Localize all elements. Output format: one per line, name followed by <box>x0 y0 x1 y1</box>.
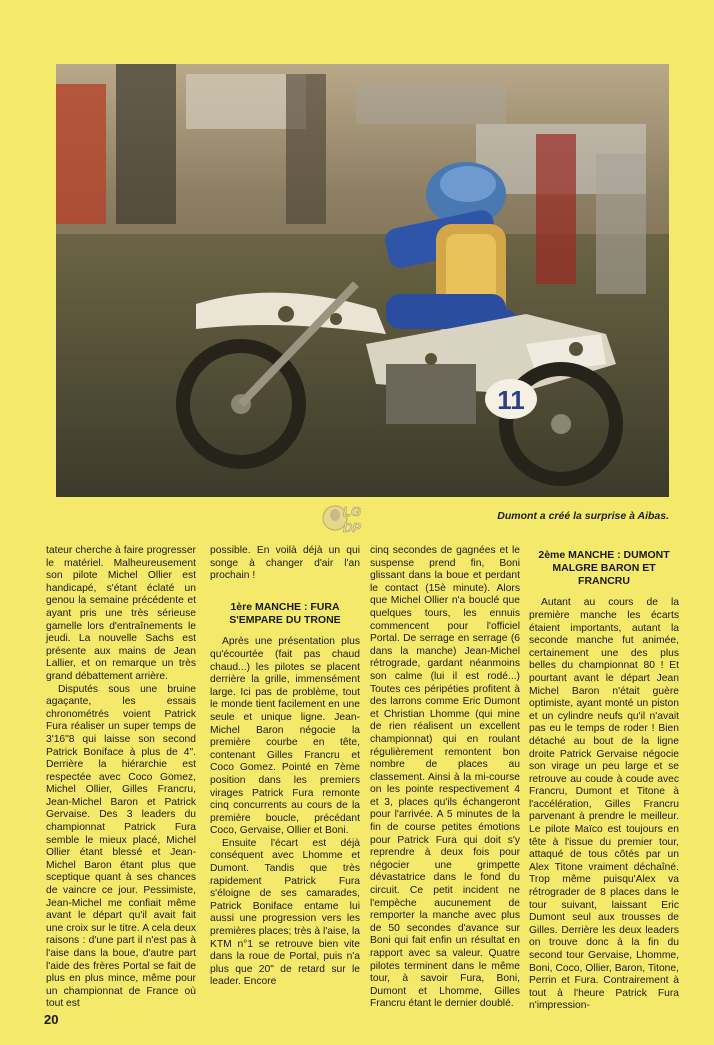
svg-text:LG: LG <box>342 504 362 519</box>
paragraph: tateur cherche à faire progresser le matériel. Malheureusement son pilote Michel Ollier est handicapé, s'étant éclaté un genou la semaine précédente et ayant pris une très sérieuse gamelle lors d'entraînements le jeudi. La nouvelle Sachs est présente aux mains de Jean Lallier, et on remarque un très grand débattement arrière. <box>46 545 196 682</box>
column-2 <box>210 545 360 989</box>
svg-text:11: 11 <box>497 385 525 415</box>
paragraph: cinq secondes de gagnées et le suspense prend fin, Boni glissant dans la boue et perdant le contact (15è minute). Alors que Michel Ollier n'a bouclé que quelques tours, les ennuis commencent pour l'officiel Portal. De serrage en serrage (6 dans la manche) Jean-Michel rétrograde, gardant néanmoins son calme (lui il est rodé...) Toutes ces péripéties profitent à des larrons comme Eric Dumont et Christian Lhomme (qui mine de rien réalisent un excellent championnat) qui en roulant régulièrement remontent bon nombre de places au classement. Ainsi à la mi-course on les pointe respectivement 4 et 3, places qu'ils échangeront pour l'arrivée. A 5 minutes de la fin de course petites émotions pour Patrick Fura qui doit s'y reprendre à deux fois pour négocier une grimpette dévastatrice dans le fond du circuit. Ce petit incident ne l'empèche aucunement de remporter la manche avec plus de 50 secondes d'avance sur Boni qui fait enfin un résultat en rapport avec sa valeur. Quatre pilotes terminent dans le même tour, à savoir Fura, Boni, Dumont et Lhomme, Gilles Francru étant le dernier doublé. <box>370 545 520 1010</box>
motocross-photo <box>56 64 669 497</box>
paragraph: Après une présentation plus qu'écourtée (fait pas chaud chaud...) les pilotes se placent derrière la grille, immensément large. Ici pas de problème, tout le monde tient facilement en une seule et unique ligne. Jean-Michel Baron négocie la première courbe en tête, contenant Gilles Francru et Coco Gomez. Pointé en 7ème position dans les premiers virages Patrick Fura remonte cinq concurrents au cours de la première boucle, précédant Coco, Gervaise, Ollier et Boni. <box>210 636 360 837</box>
svg-text:DP: DP <box>342 520 362 535</box>
column-4 <box>529 545 679 1013</box>
photo-caption: Dumont a créé la surprise à Aibas. <box>497 510 669 522</box>
rider-illustration <box>56 64 669 497</box>
paragraph: possible. En voilà déjà un qui songe à changer d'air l'an prochain ! <box>210 545 360 582</box>
column-1 <box>46 545 196 1011</box>
section-heading: 1ère MANCHE : FURA S'EMPARE DU TRONE <box>229 600 341 626</box>
paragraph: Disputés sous une bruine agaçante, les essais chronométrés voient Patrick Fura réaliser un super temps de 3'16"8 qui laisse son second Patrick Boniface à plus de 4". Derrière la hiérarchie est respectée avec Coco Gomez, Michel Ollier, Gilles Francru, Jean-Michel Baron et Patrick Gervaise. Des 3 leaders du championnat Patrick Fura semble le mieux placé, Michel Ollier étant blessé et Jean-Michel Baron étant plus que sceptique quant à ses chances de vaincre ce jour. Pessimiste, Jean-Michel me confiait même avant le départ qu'il avait fait une croix sur le titre. A cela deux raisons : d'une part il n'est pas à l'aise dans la boue, d'autre part l'aide des frères Portal se fait de plus en plus mince, même pour un championnat de France où tout est <box>46 683 196 1010</box>
page-number: 20 <box>44 1012 59 1027</box>
lgdp-logo-icon <box>322 500 364 542</box>
paragraph: Autant au cours de la première manche les écarts étaient importants, autant la seconde manche fut animée, certainement une des plus belles du championnat 80 ! Et pourtant avant le départ Jean Michel Baron n'était guère optimiste, ayant monté un piston et un cylindre neufs qu'il n'avait pas eu le temps de roder ! Bien détaché au bout de la ligne droite Patrick Gervaise négocie son virage un peu large et se retrouve au coude à coude avec Francru, Dumont et Titone à l'accélération, Gilles Francru parvenant à prendre le meilleur. Le pilote Maïco est toujours en tête à l'issue du premier tour, attaqué de tous côtés par un Alex Titone vraiment déchaîné. Trop même puisqu'Alex va rétrograder de 8 places dans le tour suivant, laissant Eric Dumont seul aux trousses de Gilles. Derrière les deux leaders on trouve donc à la fin du second tour Gervaise, Lhomme, Boni, Coco, Ollier, Baron, Titone, Perrin et Fura. Contrairement à tout à l'heure Patrick Fura n'impression- <box>529 597 679 1012</box>
section-heading: 2ème MANCHE : DUMONT MALGRE BARON ET FRANCRU <box>538 549 670 587</box>
column-3 <box>370 545 520 1011</box>
paragraph: Ensuite l'écart est déjà conséquent avec Lhomme et Dumont. Tandis que très rapidement Patrick Fura s'éloigne de ses camarades, Patrick Boniface entame lui aussi une progression vers les premières places; très à l'aise, la KTM n°1 se retrouve bien vite dans la roue de Portal, puis n'a plus que 20" de retard sur le leader. Encore <box>210 837 360 988</box>
